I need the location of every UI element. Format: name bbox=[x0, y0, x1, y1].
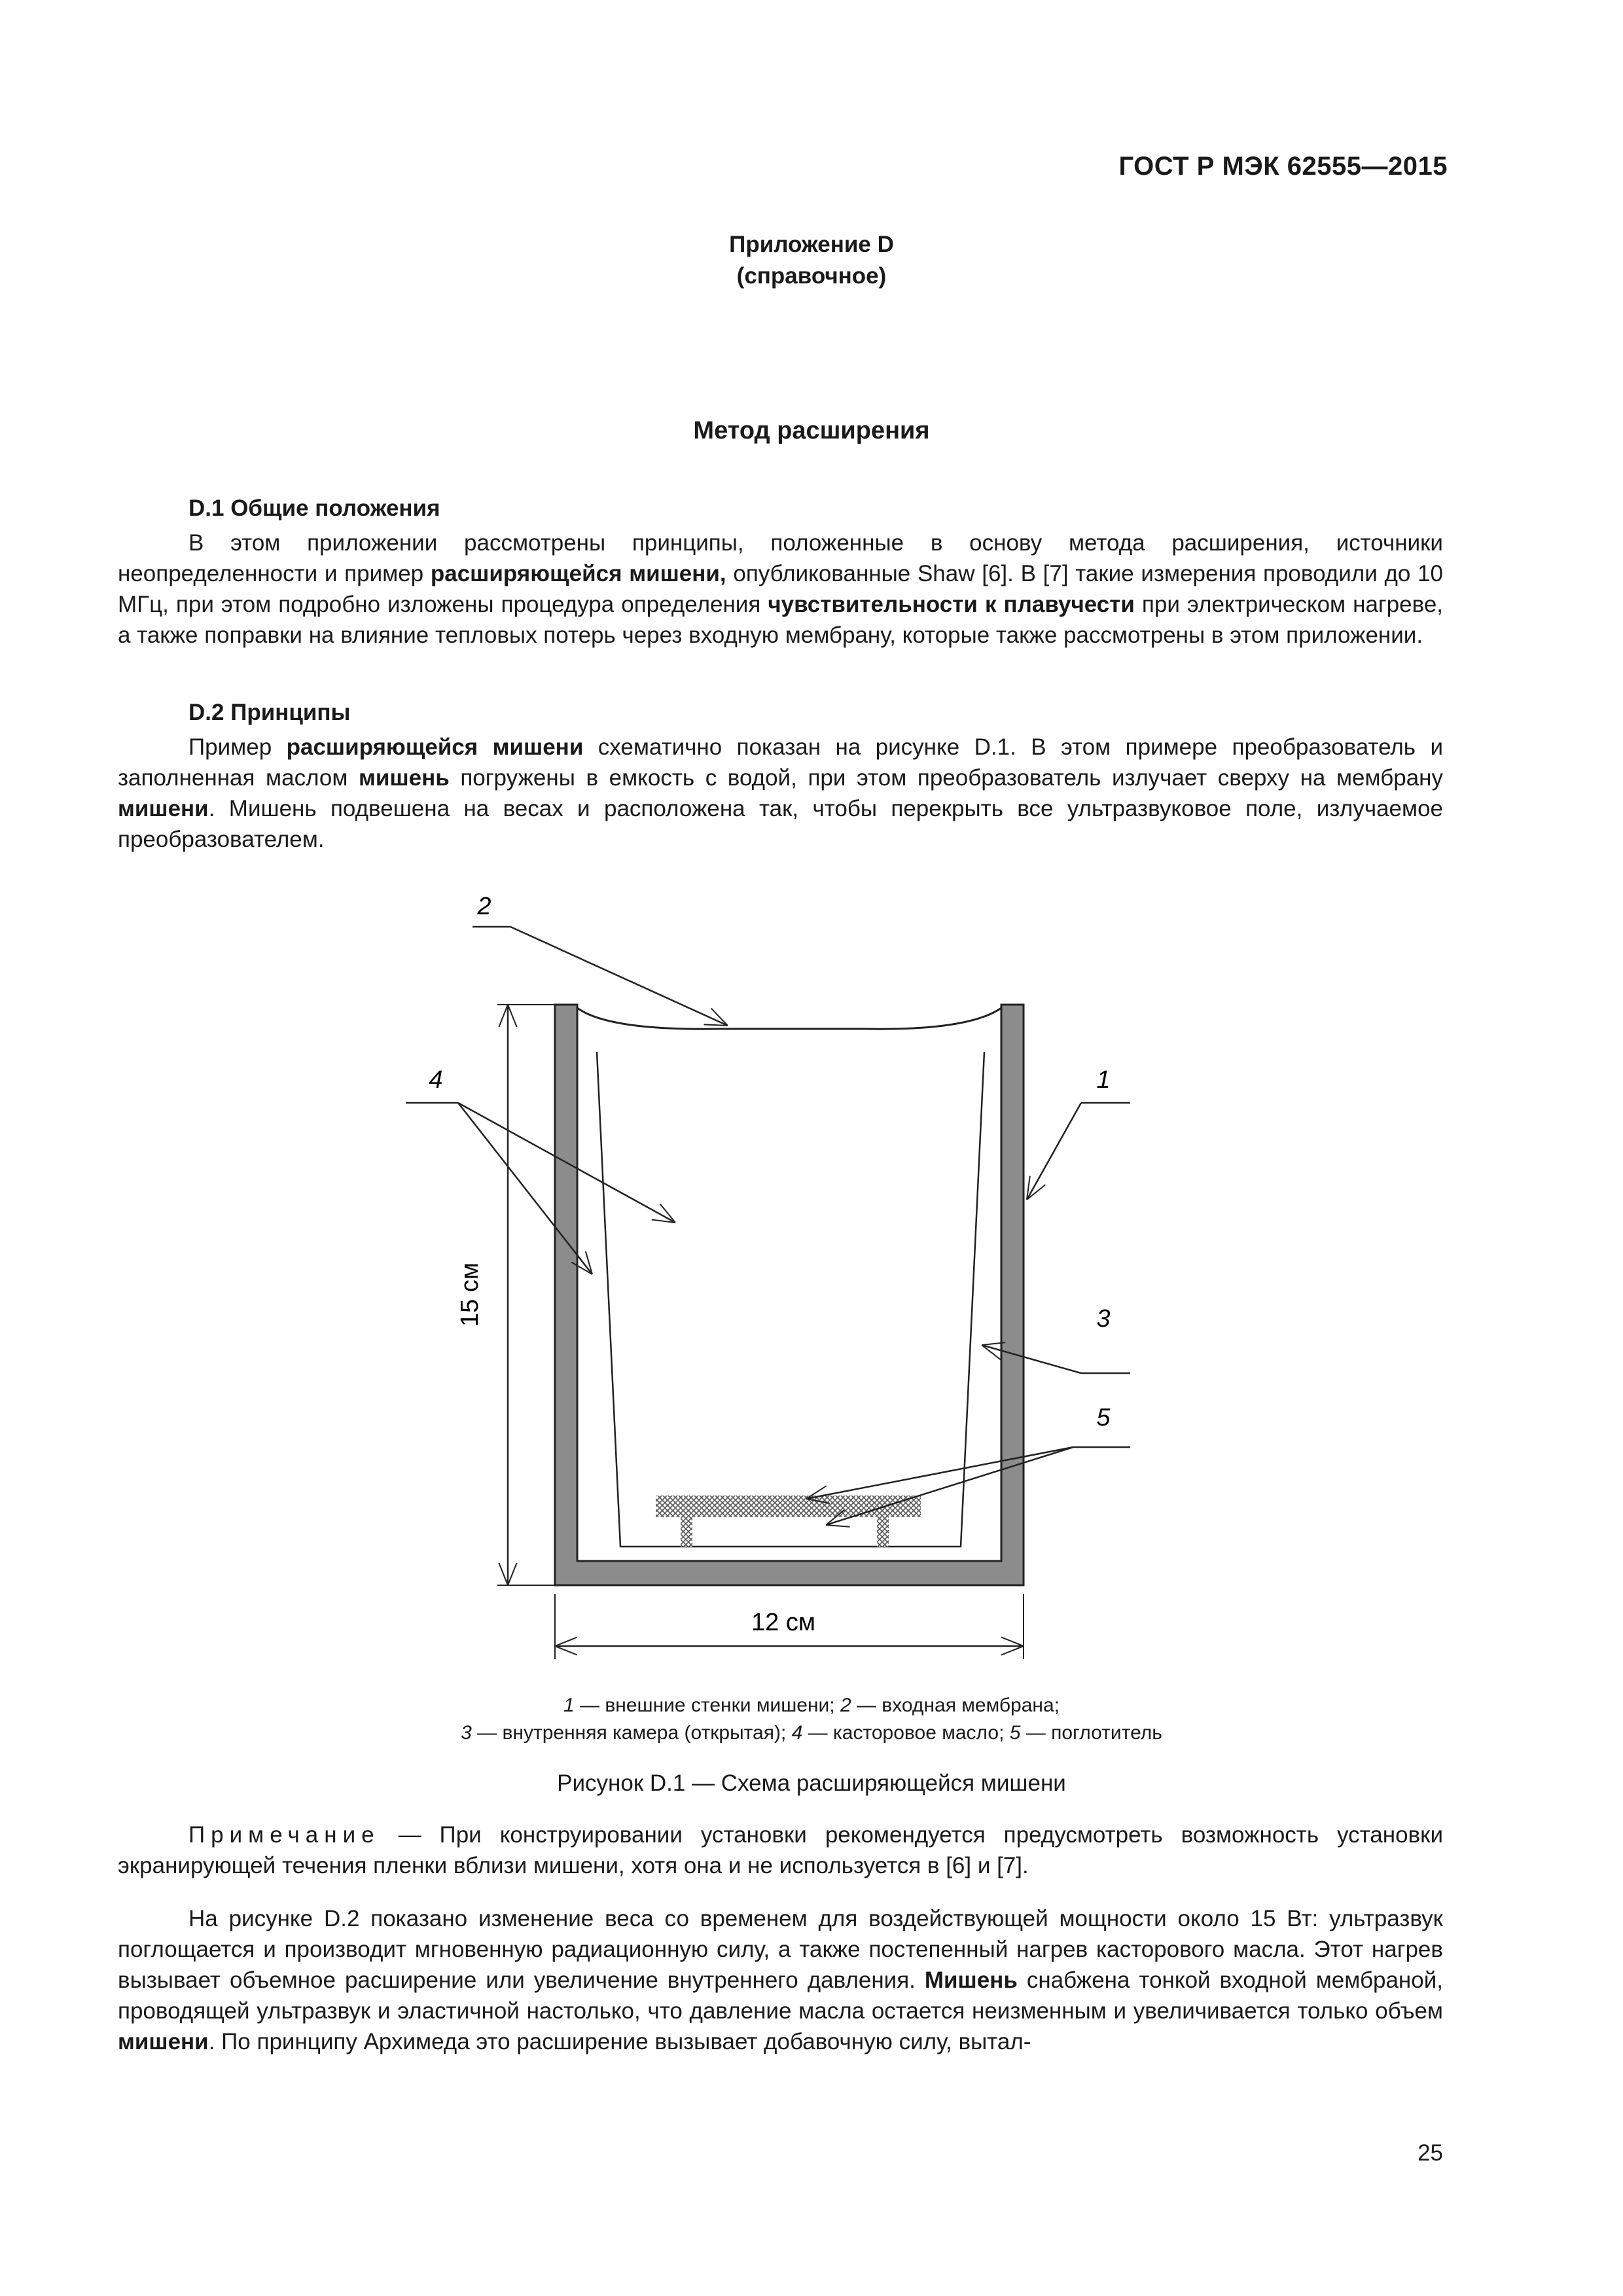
legend-line bbox=[0, 1719, 1623, 1747]
text-run: при электрическом нагреве, а также поправки на влияние тепловых потерь через входную мембрану, которые также рассмотрены в этом приложении. bbox=[118, 592, 1444, 648]
legend-text: — внешние стенки мишени; bbox=[574, 1695, 840, 1716]
section-d1-heading: D.1 Общие положения bbox=[188, 495, 440, 521]
callout-4: 4 bbox=[429, 1066, 443, 1094]
callout-1: 1 bbox=[1096, 1066, 1111, 1094]
legend-num: 2 bbox=[840, 1695, 851, 1716]
note-text: — При конструировании установки рекомендуется предусмотреть возможность установки экранирующей течения пленки вблизи мишени, хотя она и не используется в [6] и [7]. bbox=[118, 1822, 1443, 1878]
callout-5: 5 bbox=[1096, 1404, 1111, 1431]
term-target: мишени bbox=[118, 2029, 209, 2054]
paragraph-figure-d2 bbox=[118, 1903, 1443, 2057]
legend-line bbox=[0, 1692, 1623, 1719]
leader-4 bbox=[406, 1066, 675, 1274]
term-buoyancy-sensitivity: чувствительности к плавучести bbox=[768, 592, 1135, 617]
term-target: мишень bbox=[359, 765, 450, 791]
legend-num: 5 bbox=[1009, 1722, 1021, 1744]
text-run: погружены в емкость с водой, при этом преобразователь излучает сверху на мембрану bbox=[449, 765, 1443, 791]
legend-text: — внутренняя камера (открытая); bbox=[471, 1722, 792, 1744]
legend-num: 4 bbox=[791, 1722, 803, 1744]
leader-1 bbox=[1027, 1066, 1130, 1200]
legend-text: — входная мембрана; bbox=[851, 1695, 1060, 1716]
text-run: В этом приложении рассмотрены принципы, положенные в основу метода расширения, источники неопределенности и пример bbox=[118, 530, 1443, 586]
figure-legend bbox=[0, 1692, 1623, 1747]
input-membrane bbox=[577, 1008, 1001, 1029]
annex-label: Приложение D bbox=[729, 232, 894, 257]
text-run: . Мишень подвешена на весах и расположена так, чтобы перекрыть все ультразвуковое поле, излучаемое преобразователем. bbox=[118, 796, 1443, 852]
annex-type: (справочное) bbox=[736, 263, 887, 289]
dimension-width-label: 12 см bbox=[751, 1609, 815, 1636]
callout-2: 2 bbox=[477, 893, 491, 920]
absorber bbox=[656, 1496, 921, 1547]
text-run: Пример bbox=[188, 734, 287, 760]
inner-chamber bbox=[597, 1052, 984, 1547]
text-run: снабжена тонкой входной мембраной, проводящей ультразвук и эластичной настолько, что давление масла остается неизменным и увеличивается только объем bbox=[118, 1967, 1443, 2024]
text-run: опубликованные Shaw [6]. В [7] такие измерения проводили до 10 МГц, при этом подробно изложены процедура определения bbox=[118, 561, 1443, 617]
dimension-width bbox=[555, 1594, 1024, 1659]
section-d2-heading: D.2 Принципы bbox=[188, 700, 351, 725]
text-run: . По принципу Архимеда это расширение вызывает добавочную силу, вытал- bbox=[208, 2029, 1031, 2054]
callout-3: 3 bbox=[1096, 1305, 1111, 1333]
figure-caption: Рисунок D.1 — Схема расширяющейся мишени bbox=[557, 1770, 1066, 1796]
text-run: схематично показан на рисунке D.1. В этом примере преобразователь и заполненная маслом bbox=[118, 734, 1444, 791]
note-label: Примечание bbox=[188, 1822, 380, 1848]
legend-text: — касторовое масло; bbox=[802, 1722, 1010, 1744]
term-expanding-target: расширяющейся мишени, bbox=[430, 561, 726, 586]
page-title: Метод расширения bbox=[693, 417, 930, 444]
leader-2 bbox=[473, 893, 728, 1026]
text-run: На рисунке D.2 показано изменение веса со временем для воздействующей мощности около 15 Вт: ультразвук поглощается и производит мгновенную радиационную силу, а также постепенный нагрев касторового масла. Этот нагрев вызывает объемное расширение или увеличение внутреннего давления. bbox=[118, 1906, 1443, 1993]
dimension-height bbox=[456, 1005, 555, 1585]
term-target: Мишень bbox=[924, 1967, 1018, 1993]
legend-num: 1 bbox=[563, 1695, 575, 1716]
standard-id: ГОСТ Р МЭК 62555—2015 bbox=[1118, 152, 1448, 181]
dimension-height-label: 15 см bbox=[456, 1263, 484, 1327]
legend-text: — поглотитель bbox=[1020, 1722, 1162, 1744]
term-target: мишени bbox=[118, 796, 209, 821]
note bbox=[118, 1820, 1443, 1881]
legend-num: 3 bbox=[461, 1722, 472, 1744]
term-expanding-target: расширяющейся мишени bbox=[286, 734, 584, 760]
page-number: 25 bbox=[1418, 2140, 1443, 2166]
